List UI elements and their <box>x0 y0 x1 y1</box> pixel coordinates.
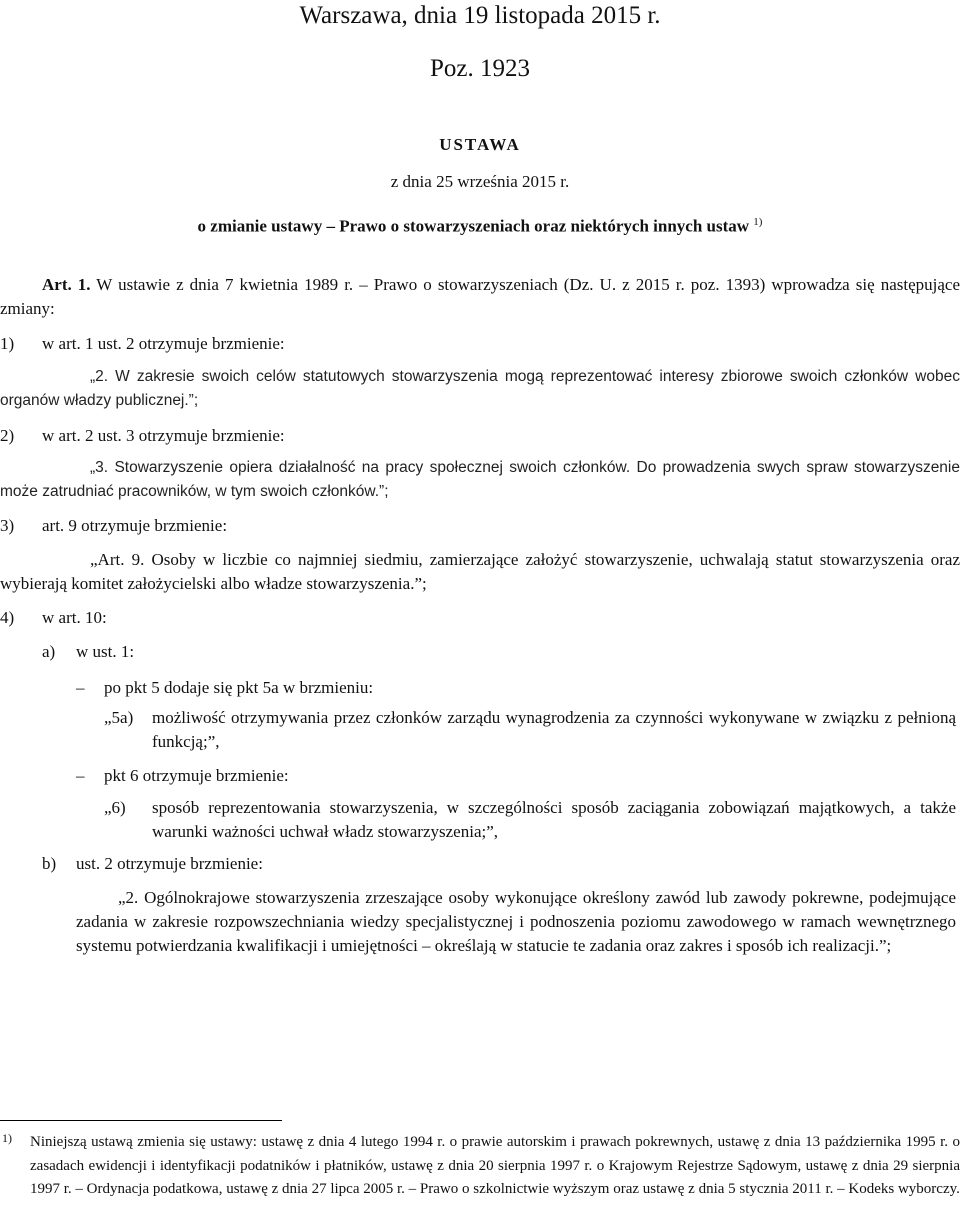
publication-date: Warszawa, dnia 19 listopada 2015 r. <box>299 2 661 29</box>
item-3-quote: „Art. 9. Osoby w liczbie co najmniej siedmiu, zamierzające założyć stowarzyszenie, uchwalają statut stowarzyszenia oraz wybierają komitet założycielski albo władze stowarzyszenia.”; <box>0 550 960 593</box>
sub-b-quote: „2. Ogólnokrajowe stowarzyszenia zrzeszające osoby wykonujące określony zawód lub zawody pokrewne, podejmujące zadania w zakresie rozpowszechniania wiedzy specjalistycznej i podnoszenia poziomu zawodowego w ramach wewnętrznego systemu potwierdzania kwalifikacji i umiejętności – określają w statucie te zadania oraz zakres i sposób ich realizacji.”; <box>76 888 956 955</box>
point-5a-number: „5a) <box>104 708 134 727</box>
item-1-quote: „2. W zakresie swoich celów statutowych stowarzyszenia mogą reprezentować interesy zbiorowe swoich członków wobec organów władzy publicznej.”; <box>0 368 960 409</box>
item-2-text: w art. 2 ust. 3 otrzymuje brzmienie: <box>42 426 285 445</box>
sub-a-label: a) <box>42 642 56 661</box>
article-1 <box>0 273 960 321</box>
dash-1-text: po pkt 5 dodaje się pkt 5a w brzmieniu: <box>104 678 374 697</box>
point-5a-text: możliwość otrzymywania przez członków zarządu wynagrodzenia za czynności wykonywane w związku z pełnioną funkcją;”, <box>152 708 956 751</box>
item-3-text: art. 9 otrzymuje brzmienie: <box>42 516 228 535</box>
act-title: USTAWA <box>439 135 521 154</box>
point-6-text: sposób reprezentowania stowarzyszenia, w szczególności sposób zaciągania zobowiązań majątkowych, a także warunki ważności uchwał władz stowarzyszenia;”, <box>152 798 956 841</box>
position-number: Poz. 1923 <box>430 55 530 82</box>
act-subject-text: o zmianie ustawy – Prawo o stowarzyszeniach oraz niektórych innych ustaw <box>197 216 750 236</box>
footnote-reference: 1) <box>753 216 763 228</box>
act-date: z dnia 25 września 2015 r. <box>390 172 570 191</box>
footnote-text: Niniejszą ustawą zmienia się ustawy: ustawę z dnia 4 lutego 1994 r. o prawie autorskim i prawach pokrewnych, ustawę z dnia 13 października 1995 r. o zasadach ewidencji i identyfikacji podatników i płatników, ustawę z dnia 20 sierpnia 1997 r. o Krajowym Rejestrze Sądowym, ustawę z dnia 29 sierpnia 1997 r. – Ordynacja podatkowa, ustawę z dnia 27 lipca 2005 r. – Prawo o szkolnictwie wyższym oraz ustawę z dnia 5 stycznia 2011 r. – Kodeks wyborczy. <box>30 1134 960 1197</box>
article-label: Art. 1. <box>42 275 91 294</box>
item-2-quote: „3. Stowarzyszenie opiera działalność na pracy społecznej swoich członków. Do prowadzenia swych spraw stowarzyszenie może zatrudniać pracowników, w tym swoich członków.”; <box>0 459 960 500</box>
item-1-text: w art. 1 ust. 2 otrzymuje brzmienie: <box>42 334 285 353</box>
dash-marker: – <box>76 766 85 785</box>
item-4-text: w art. 10: <box>42 608 107 627</box>
footnote-separator <box>0 1120 282 1121</box>
sub-b-text: ust. 2 otrzymuje brzmienie: <box>76 854 263 873</box>
act-subject <box>0 216 960 237</box>
article-intro: W ustawie z dnia 7 kwietnia 1989 r. – Prawo o stowarzyszeniach (Dz. U. z 2015 r. poz. 1393) wprowadza się następujące zmiany: <box>0 275 960 318</box>
point-6-number: „6) <box>104 798 126 817</box>
footnote-mark: 1) <box>2 1131 12 1145</box>
sub-b-label: b) <box>42 854 57 873</box>
item-4-number: 4) <box>0 608 15 627</box>
item-2-number: 2) <box>0 426 15 445</box>
item-3-number: 3) <box>0 516 15 535</box>
dash-marker: – <box>76 678 85 697</box>
item-1-number: 1) <box>0 334 15 353</box>
sub-a-text: w ust. 1: <box>76 642 135 661</box>
dash-2-text: pkt 6 otrzymuje brzmienie: <box>104 766 289 785</box>
